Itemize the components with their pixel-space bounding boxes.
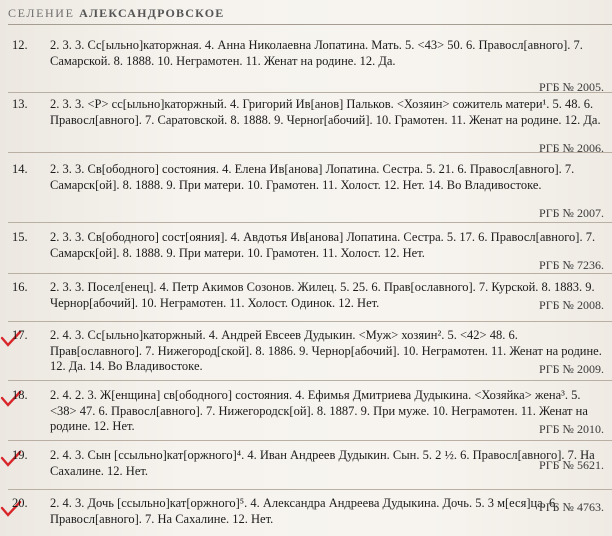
entry-number: 13. bbox=[12, 97, 28, 111]
entry-number: 16. bbox=[12, 280, 28, 294]
entry-12 bbox=[0, 38, 612, 94]
entry-13 bbox=[0, 97, 612, 155]
entry-text: 2. 4. 3. Дочь [ссыльно]кат[оржного]⁵. 4. Александра Андреева Дудыкина. Дочь. 5. 3 м[еся]ца. 6. Правосл[авного]. 7. На Сахалине. 12. Нет. bbox=[50, 496, 559, 526]
entry-20 bbox=[0, 496, 612, 536]
entry-number: 19. bbox=[12, 448, 28, 462]
entry-ref: РГБ № 2005. bbox=[539, 80, 604, 94]
entry-text: 2. 4. 3. Сс[ыльно]каторжный. 4. Андрей Евсеев Дудыкин. <Муж> хозяин². 5. <42> 48. 6. Прав[ославного]. 7. Нижегород[ской]. 8. 1886. 9. Чернор[абочий]. 10. Неграмотен. 11. Женат на родине. 12. Да. 14. Во Владивостоке. bbox=[50, 328, 602, 373]
header-settlement: СЕЛЕНИЕ bbox=[8, 6, 75, 20]
entry-ref: РГБ № 2007. bbox=[539, 206, 604, 220]
entry-15 bbox=[0, 230, 612, 274]
entry-text: 2. 3. 3. <Р> сс[ыльно]каторжный. 4. Григорий Ив[анов] Пальков. <Хозяин> сожитель матери¹. 5. 48. 6. Правосл[авного]. 7. Саратовской. 8. 1888. 9. Черноr[абочий]. 10. Грамотен. 11. Женат на родине. 12. Да. bbox=[50, 97, 601, 127]
entry-number: 15. bbox=[12, 230, 28, 244]
entry-number: 18. bbox=[12, 388, 28, 402]
entry-text: 2. 3. 3. Посел[енец]. 4. Петр Акимов Созонов. Жилец. 5. 25. 6. Прав[ославного]. 7. Курской. 8. 1883. 9. Чернор[абочий]. 10. Неграмотен. 11. Холост. Одинок. 12. Нет. bbox=[50, 280, 595, 310]
entry-number: 14. bbox=[12, 162, 28, 176]
entry-18 bbox=[0, 388, 612, 440]
entry-ref: РГБ № 2008. bbox=[539, 298, 604, 312]
entry-ref: РГБ № 2009. bbox=[539, 362, 604, 376]
entry-17 bbox=[0, 328, 612, 380]
entry-text: 2. 3. 3. Сс[ыльно]каторжная. 4. Анна Николаевна Лопатина. Мать. 5. <43> 50. 6. Правосл[авного]. 7. Самарской. 8. 1888. 10. Неграмотен. 11. Женат на родине. 12. Да. bbox=[50, 38, 583, 68]
entry-16 bbox=[0, 280, 612, 324]
entry-separator bbox=[8, 440, 612, 441]
entry-ref: РГБ № 7236. bbox=[539, 258, 604, 272]
entry-separator bbox=[8, 321, 612, 322]
header-rule bbox=[8, 24, 612, 25]
entry-number: 12. bbox=[12, 38, 28, 52]
entry-separator bbox=[8, 92, 612, 93]
entry-ref: РГБ № 4763. bbox=[539, 500, 604, 514]
entry-ref: РГБ № 2010. bbox=[539, 422, 604, 436]
entry-text: 2. 3. 3. Св[ободного] состояния. 4. Елена Ив[анова] Лопатина. Сестра. 5. 21. 6. Правосл[авного]. 7. Самарск[ой]. 8. 1888. 9. При матери. 10. Грамотен. 11. Холост. 12. Нет. 14. Во Владивостоке. bbox=[50, 162, 575, 192]
entry-text: 2. 4. 3. Сын [ссыльно]кат[оржного]⁴. 4. Иван Андреев Дудыкин. Сын. 5. 2 ½. 6. Правосл[авного]. 7. На Сахалине. 12. Нет. bbox=[50, 448, 595, 478]
entry-separator bbox=[8, 222, 612, 223]
entry-number: 17. bbox=[12, 328, 28, 342]
entry-separator bbox=[8, 273, 612, 274]
entry-ref: РГБ № 2006. bbox=[539, 141, 604, 155]
entry-text: 2. 4. 2. 3. Ж[енщина] св[ободного] состояния. 4. Ефимья Дмитриева Дудыкина. <Хозяйка> жена³. 5. <38> 47. 6. Правосл[авного]. 7. Нижегородск[ой]. 8. 1887. 9. При муже. 10. Неграмотен. 11. Женат на родине. 12. Нет. bbox=[50, 388, 588, 433]
entry-separator bbox=[8, 489, 612, 490]
entry-14 bbox=[0, 162, 612, 222]
entry-separator bbox=[8, 380, 612, 381]
entry-number: 20. bbox=[12, 496, 28, 510]
header-settlement-name: АЛЕКСАНДРОВСКОЕ bbox=[79, 6, 225, 20]
entry-text: 2. 3. 3. Св[ободного] сост[ояния]. 4. Авдотья Ив[анова] Лопатина. Сестра. 5. 17. 6. Правосл[авного]. 7. Самарск[ой]. 8. 1888. 9. При матери. 10. Грамотен. 11. Холост. 12. Нет. bbox=[50, 230, 596, 260]
entry-separator bbox=[8, 152, 612, 153]
entry-19 bbox=[0, 448, 612, 488]
entry-ref: РГБ № 5621. bbox=[539, 458, 604, 472]
running-header bbox=[8, 6, 224, 21]
